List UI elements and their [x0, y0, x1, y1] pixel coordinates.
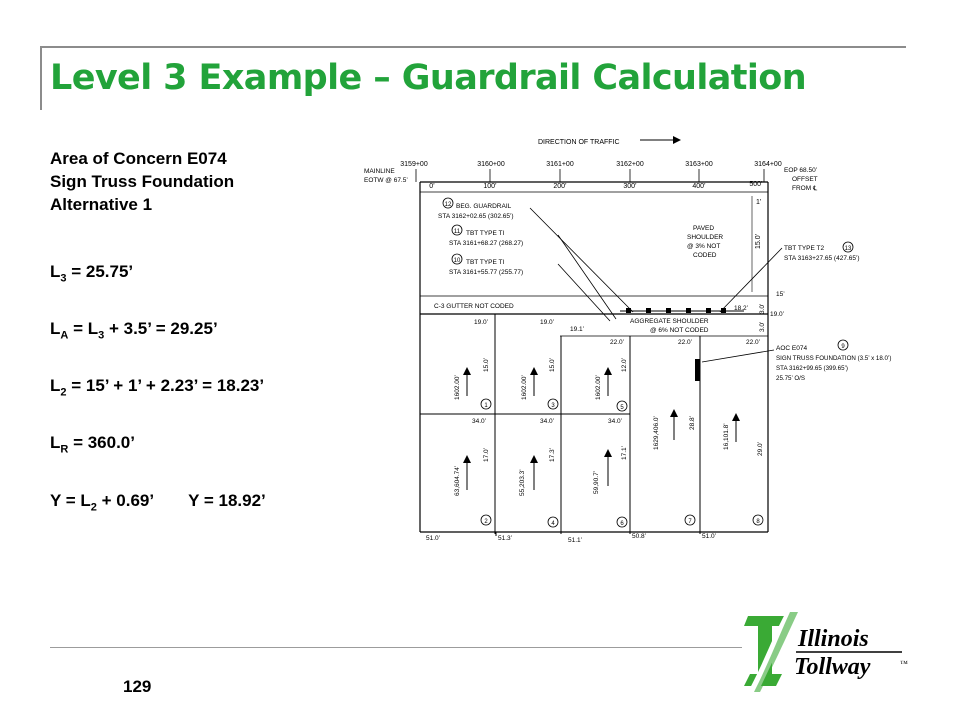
svg-text:28.8’: 28.8’ — [689, 415, 696, 430]
calc-l3: $L_3 = 25.75$’ — [50, 262, 134, 285]
mainline-label: MAINLINE — [364, 168, 395, 175]
width-label: 34.0’ — [608, 418, 623, 425]
svg-text:STA 3162+99.65 (399.65’): STA 3162+99.65 (399.65’) — [776, 365, 848, 372]
svg-text:55,203.3’: 55,203.3’ — [519, 469, 526, 496]
svg-text:16,101.8’: 16,101.8’ — [723, 423, 730, 450]
station-label: 3163+00 — [685, 161, 713, 168]
illinois-tollway-logo — [742, 608, 912, 694]
svg-text:1629,406.0’: 1629,406.0’ — [653, 416, 660, 450]
logo-tollway: Tollway — [794, 654, 871, 680]
width-label: 19.0’ — [540, 319, 555, 326]
width-label: 22.0’ — [610, 339, 625, 346]
svg-text:29.0’: 29.0’ — [757, 441, 764, 456]
svg-text:2: 2 — [484, 519, 488, 525]
slab-6 — [593, 445, 628, 527]
svg-text:8: 8 — [756, 519, 760, 525]
width-label: 51.1’ — [568, 537, 583, 544]
svg-text:25.75’ O/S: 25.75’ O/S — [776, 375, 806, 382]
width-label: 51.0’ — [702, 533, 717, 540]
svg-text:63,604.74’: 63,604.74’ — [454, 465, 461, 496]
eop-label: EOP 68.50’ — [784, 167, 818, 174]
calc-y: $Y = L_2 + 0.69$’ Y = 18.92’ — [50, 491, 266, 514]
top-rule — [40, 46, 906, 48]
svg-text:11: 11 — [453, 229, 461, 235]
svg-text:15.0’: 15.0’ — [483, 357, 490, 372]
width-label: 19.1’ — [570, 326, 585, 333]
width-label: 22.0’ — [678, 339, 693, 346]
svg-text:BEG. GUARDRAIL: BEG. GUARDRAIL — [456, 203, 512, 210]
svg-text:59,90.7’: 59,90.7’ — [593, 470, 600, 494]
svg-text:AOC E074: AOC E074 — [776, 345, 808, 352]
svg-text:STA 3161+68.27 (268.27): STA 3161+68.27 (268.27) — [449, 240, 524, 247]
slab-8 — [723, 414, 764, 525]
agg-label: @ 6% NOT CODED — [650, 327, 709, 334]
calc-lr: $L_R = 360.0$’ — [50, 433, 135, 456]
footer-rule — [50, 647, 742, 648]
eop-label: FROM ℄ — [792, 185, 818, 192]
left-rule — [40, 46, 42, 110]
svg-text:15.0’: 15.0’ — [549, 357, 556, 372]
svg-text:13: 13 — [844, 246, 852, 252]
station-label: 3160+00 — [477, 161, 505, 168]
dim-label: 18.2’ — [734, 305, 749, 312]
station-label: 3164+00 — [754, 161, 782, 168]
svg-text:7: 7 — [688, 519, 692, 525]
logo-tm: ™ — [900, 659, 908, 668]
svg-text:4: 4 — [551, 521, 555, 527]
svg-text:17.1’: 17.1’ — [621, 445, 628, 460]
paved-label: PAVED — [693, 225, 715, 232]
sign-truss-foundation — [695, 359, 700, 381]
info-line: Alternative 1 — [50, 195, 153, 214]
direction-label: DIRECTION OF TRAFFIC — [538, 139, 620, 146]
svg-text:5: 5 — [620, 405, 624, 411]
gutter-label: C-3 GUTTER NOT CODED — [434, 303, 514, 310]
aoc-callout — [702, 340, 891, 382]
slab-1 — [454, 357, 491, 409]
info-line: Area of Concern E074 — [50, 149, 227, 168]
width-label: 34.0’ — [540, 418, 555, 425]
width-label: 34.0’ — [472, 418, 487, 425]
width-label: 51.3’ — [498, 535, 513, 542]
svg-text:TBT TYPE TI: TBT TYPE TI — [466, 259, 505, 266]
slide-title: Level 3 Example – Guardrail Calculation — [50, 58, 807, 98]
width-label: 22.0’ — [746, 339, 761, 346]
svg-text:17.0’: 17.0’ — [483, 447, 490, 462]
station-row — [400, 161, 782, 190]
svg-text:1602.00’: 1602.00’ — [454, 375, 461, 400]
callout-12 — [438, 198, 633, 312]
eop-label: OFFSET — [792, 176, 818, 183]
callout-13 — [720, 242, 860, 312]
info-block — [50, 147, 234, 216]
svg-text:1602.00’: 1602.00’ — [595, 375, 602, 400]
eotw-label: EOTW @ 67.5’ — [364, 177, 408, 184]
paved-label: CODED — [693, 252, 717, 259]
guardrail-posts — [620, 308, 744, 313]
offset-label: 300’ — [623, 183, 637, 190]
offset-label: 100’ — [483, 183, 497, 190]
agg-label: AGGREGATE SHOULDER — [630, 318, 709, 325]
svg-text:TBT TYPE TI: TBT TYPE TI — [466, 230, 505, 237]
calc-la: $L_A = L_3 + 3.5$’ = 29.25’ — [50, 319, 218, 342]
svg-text:10: 10 — [453, 258, 461, 264]
svg-text:1602.00’: 1602.00’ — [521, 375, 528, 400]
info-line: Sign Truss Foundation — [50, 172, 235, 191]
svg-text:STA 3162+02.65 (302.65’): STA 3162+02.65 (302.65’) — [438, 213, 514, 220]
paved-label: @ 3% NOT — [687, 243, 721, 250]
dim-label: 3.0’ — [759, 303, 766, 314]
width-label: 19.0’ — [474, 319, 489, 326]
logo-illinois: Illinois — [798, 626, 869, 652]
dim-label: 15.0’ — [755, 233, 762, 249]
width-label: 51.0’ — [426, 535, 441, 542]
svg-text:9: 9 — [841, 344, 845, 350]
svg-text:TBT TYPE T2: TBT TYPE T2 — [784, 245, 825, 252]
calc-l2: $L_2 = 15$’ + 1’ + 2.23’ = 18.23’ — [50, 376, 265, 399]
svg-text:SIGN TRUSS FOUNDATION (3.5’ x: SIGN TRUSS FOUNDATION (3.5’ x 18.0’) — [776, 355, 892, 362]
slab-grid — [420, 314, 768, 536]
station-label: 3159+00 — [400, 161, 428, 168]
offset-label: 200’ — [553, 183, 567, 190]
svg-text:17.3’: 17.3’ — [549, 447, 556, 462]
svg-text:3: 3 — [551, 403, 555, 409]
slab-7 — [653, 410, 696, 525]
guardrail-plan-drawing — [360, 124, 960, 544]
offset-label: 500’ — [749, 181, 763, 188]
dim-label: 19.0’ — [770, 311, 785, 318]
width-label: 50.8’ — [632, 533, 647, 540]
dim-label: 15’ — [776, 291, 785, 298]
slab-3 — [521, 357, 558, 409]
slab-4 — [519, 447, 558, 527]
station-label: 3162+00 — [616, 161, 644, 168]
svg-text:12.0’: 12.0’ — [621, 357, 628, 372]
offset-label: 0’ — [429, 183, 435, 190]
paved-label: SHOULDER — [687, 234, 724, 241]
svg-text:STA 3161+55.77 (255.77): STA 3161+55.77 (255.77) — [449, 269, 524, 276]
station-label: 3161+00 — [546, 161, 574, 168]
svg-text:1: 1 — [484, 403, 488, 409]
dim-label: 3.0’ — [759, 321, 766, 332]
slab-2 — [454, 447, 491, 525]
offset-label: 400’ — [692, 183, 706, 190]
page-number: 129 — [123, 677, 152, 696]
slab-5 — [595, 357, 628, 411]
dim-label: 1’ — [756, 199, 762, 206]
svg-text:STA 3163+27.65 (427.65’): STA 3163+27.65 (427.65’) — [784, 255, 860, 262]
svg-text:12: 12 — [444, 202, 452, 208]
svg-text:6: 6 — [620, 521, 624, 527]
